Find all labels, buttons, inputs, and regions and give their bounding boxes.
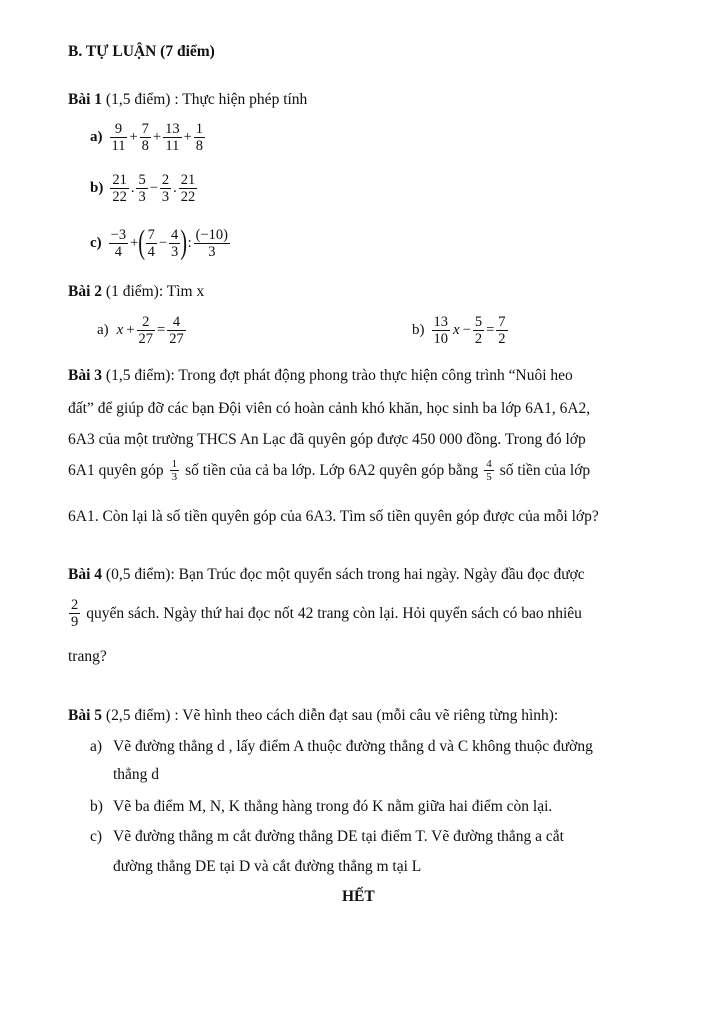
fraction: $\frac{7}{8}$ [141, 121, 149, 154]
operator: + [129, 129, 138, 145]
fraction: $\frac{4}{5}$ [486, 458, 492, 483]
fraction: $\frac{2}{9}$ [71, 597, 79, 630]
bai5-heading: Bài 5 (2,5 điểm) : Vẽ hình theo cách diễn đạt sau (mỗi câu vẽ riêng từng hình): [68, 707, 559, 724]
bai1-c [90, 226, 231, 260]
fraction: $\frac{5}{2}$ [474, 314, 483, 347]
fraction: $\frac{4}{3}$ [171, 226, 179, 260]
bai1-a-label: a) [90, 129, 103, 145]
fraction: $\frac{7}{4}$ [147, 226, 155, 260]
fraction: $\frac{21}{22}$ [180, 172, 196, 205]
bai5-a-line-2: thẳng d [113, 766, 160, 783]
bai5-b-line-1: Vẽ ba điểm M, N, K thẳng hàng trong đó K nằm giữa hai điểm còn lại. [113, 798, 553, 815]
section-title: TỰ LUẬN [85, 43, 157, 60]
bai5-title: Bài 5 [68, 707, 103, 724]
fraction: $\frac{21}{22}$ [112, 172, 127, 205]
fraction: $\frac{(-10)}{3}$ [195, 226, 228, 260]
fraction: $\frac{4}{27}$ [169, 314, 184, 347]
bai1-b-label: b) [90, 180, 104, 196]
end-marker: HẾT [342, 888, 375, 905]
bai2-b [412, 314, 509, 347]
operator: − [462, 322, 471, 338]
variable: x [116, 322, 124, 338]
fraction: $\frac{7}{2}$ [498, 314, 506, 347]
bai5-c-line-2: đường thẳng DE tại D và cắt đường thẳng m tại L [113, 858, 422, 875]
operator: + [183, 129, 192, 145]
operator: − [149, 180, 158, 196]
fraction: $\frac{13}{10}$ [433, 314, 448, 347]
operator: − [158, 234, 168, 251]
fraction: $\frac{2}{3}$ [161, 172, 170, 205]
bai4-line-1: Bài 4 (0,5 điểm): Bạn Trúc đọc một quyển sách trong hai ngày. Ngày đầu đọc được [68, 566, 585, 583]
bai5-b-label: b) [90, 798, 103, 815]
variable: x [453, 322, 460, 338]
right-paren: ) [180, 224, 188, 261]
fraction: $\frac{2}{27}$ [138, 314, 154, 347]
operator: = [157, 322, 166, 338]
section-heading [68, 42, 215, 62]
bai3-title: Bài 3 [68, 367, 103, 384]
bai2-b-label: b) [412, 322, 425, 338]
bai1-c-label: c) [90, 234, 102, 251]
bai2-desc: (1 điểm): Tìm x [102, 283, 205, 300]
bai2-heading [68, 282, 204, 302]
bai1-title: Bài 1 [68, 91, 103, 108]
operator: : [187, 234, 192, 251]
bai2-a [97, 314, 187, 347]
bai3-line-4: 6A1 quyên góp $\frac{1}{3}$ số tiền của cả ba lớp. Lớp 6A2 quyên góp bằng $\frac{4}{5}$ số tiền của lớp [68, 458, 591, 483]
fraction: $\frac{1}{8}$ [195, 121, 204, 154]
operator: . [130, 180, 135, 196]
bai4-title: Bài 4 [68, 566, 103, 583]
fraction: $\frac{-3}{4}$ [110, 226, 127, 260]
operator: + [152, 129, 162, 145]
bai4-line-3: trang? [68, 648, 107, 665]
bai5-c-line-1: Vẽ đường thẳng m cắt đường thẳng DE tại điểm T. Vẽ đường thẳng a cắt [113, 828, 564, 845]
fraction: $\frac{13}{11}$ [165, 121, 180, 154]
bai1-desc: (1,5 điểm) : Thực hiện phép tính [102, 91, 308, 108]
fraction: $\frac{9}{11}$ [111, 121, 126, 154]
bai1-a [90, 121, 206, 154]
section-points: (7 điểm) [156, 43, 215, 60]
bai5-c-label: c) [90, 828, 103, 845]
bai3-line-1: Bài 3 (1,5 điểm): Trong đợt phát động phong trào thực hiện công trình “Nuôi heo [68, 367, 573, 384]
section-prefix: B. [68, 43, 86, 60]
bai2-title: Bài 2 [68, 283, 103, 300]
left-paren: ( [138, 224, 146, 261]
bai4-line-2: $\frac{2}{9}$ quyển sách. Ngày thứ hai đọc nốt 42 trang còn lại. Hỏi quyển sách có bao nhiêu [71, 597, 582, 630]
bai5-a-line-1: Vẽ đường thẳng d , lấy điểm A thuộc đường thẳng d và C không thuộc đường [113, 738, 593, 755]
bai5-a-label: a) [90, 738, 103, 755]
operator: + [130, 234, 139, 251]
fraction: $\frac{1}{3}$ [171, 458, 178, 483]
operator: = [486, 322, 495, 338]
bai3-line-3: 6A3 của một trường THCS An Lạc đã quyên góp được 450 000 đồng. Trong đó lớp [68, 431, 586, 448]
operator: + [126, 322, 135, 338]
bai1-b [90, 172, 198, 205]
operator: . [173, 180, 177, 196]
bai3-line-5: 6A1. Còn lại là số tiền quyên góp của 6A3. Tìm số tiền quyên góp được của mỗi lớp? [68, 508, 599, 525]
bai2-a-label: a) [97, 322, 109, 338]
fraction: $\frac{5}{3}$ [138, 172, 146, 205]
bai3-line-2: đất” để giúp đỡ các bạn Đội viên có hoàn cảnh khó khăn, học sinh ba lớp 6A1, 6A2, [68, 400, 591, 417]
bai1-heading [68, 90, 307, 110]
